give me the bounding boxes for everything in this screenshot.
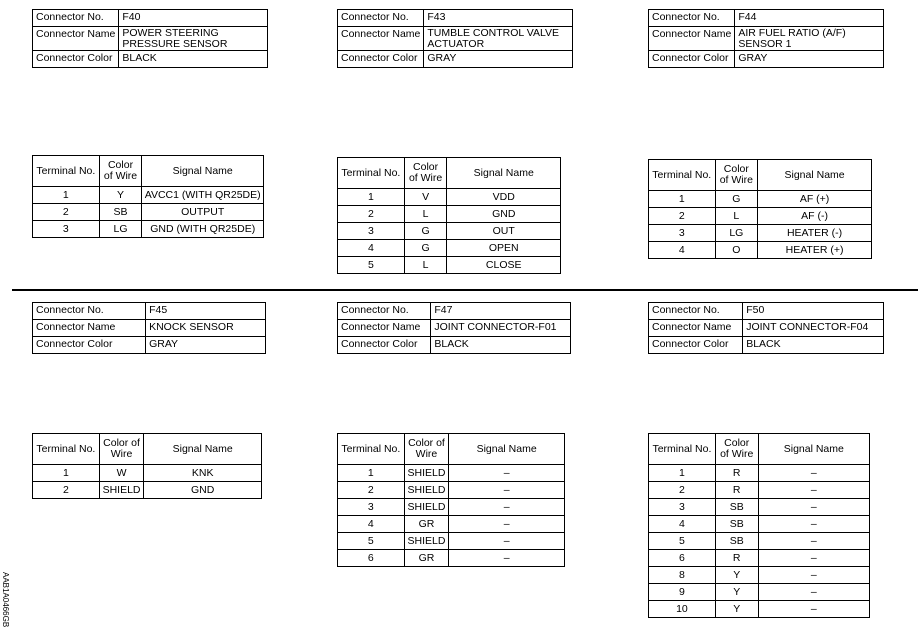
connector-no-label: Connector No. (649, 10, 735, 27)
wire-color: Y (99, 187, 142, 204)
terminal-no: 4 (649, 242, 716, 259)
signal-name: – (758, 533, 869, 550)
terminal-no: 1 (33, 465, 100, 482)
connector-color-label: Connector Color (649, 51, 735, 68)
terminal-row (649, 516, 870, 533)
wire-color: L (715, 208, 758, 225)
connector-name-label: Connector Name (33, 27, 119, 51)
signal-name-header: Signal Name (758, 434, 869, 465)
terminal-no: 3 (338, 499, 405, 516)
terminal-no: 6 (338, 550, 405, 567)
wire-color: G (404, 223, 447, 240)
signal-name: – (449, 482, 565, 499)
color-of-wire-header: Color of Wire (404, 434, 449, 465)
color-of-wire-header: Color of Wire (715, 160, 758, 191)
terminal-row (649, 482, 870, 499)
connector-no-label: Connector No. (33, 303, 146, 320)
terminal-row (338, 499, 565, 516)
terminal-row (338, 482, 565, 499)
terminal-row (649, 242, 872, 259)
connector-color-value: BLACK (743, 337, 884, 354)
wire-color: SB (715, 533, 758, 550)
terminal-row (338, 223, 561, 240)
wire-color: SHIELD (404, 465, 449, 482)
terminal-no: 3 (33, 221, 100, 238)
wire-color: R (715, 482, 758, 499)
terminal-row (33, 187, 264, 204)
signal-name-header: Signal Name (144, 434, 262, 465)
wire-color: LG (99, 221, 142, 238)
terminal-no: 5 (338, 257, 405, 274)
color-of-wire-header: Color of Wire (404, 158, 447, 189)
signal-name-header: Signal Name (142, 156, 264, 187)
wire-color: V (404, 189, 447, 206)
signal-name: – (758, 584, 869, 601)
connector-no-label: Connector No. (338, 10, 424, 27)
terminal-row (338, 206, 561, 223)
terminal-no: 2 (33, 204, 100, 221)
connector-name-value: TUMBLE CONTROL VALVE ACTUATOR (424, 27, 573, 51)
signal-name: – (449, 550, 565, 567)
terminal-row (338, 257, 561, 274)
harness-side-icon (649, 369, 683, 403)
harness-side-icon (649, 86, 683, 120)
signal-name: OPEN (447, 240, 561, 257)
connector-color-value: BLACK (431, 337, 571, 354)
harness-side-icon (338, 86, 372, 120)
terminal-row (649, 567, 870, 584)
connector-color-label: Connector Color (649, 337, 743, 354)
wire-color: R (715, 550, 758, 567)
connector-info-table (32, 302, 266, 354)
signal-name: GND (144, 482, 262, 499)
connector-name-label: Connector Name (649, 320, 743, 337)
signal-name: CLOSE (447, 257, 561, 274)
signal-name: AF (-) (758, 208, 872, 225)
wire-color: SB (715, 499, 758, 516)
terminal-table-header (338, 434, 565, 465)
terminal-no: 9 (649, 584, 716, 601)
connector-name-value: JOINT CONNECTOR-F04 (743, 320, 884, 337)
connector-name-value: AIR FUEL RATIO (A/F) SENSOR 1 (735, 27, 884, 51)
terminal-table-header (33, 156, 264, 187)
terminal-no: 2 (33, 482, 100, 499)
signal-name: KNK (144, 465, 262, 482)
terminal-table (337, 157, 561, 274)
terminal-no: 1 (338, 189, 405, 206)
signal-name: OUTPUT (142, 204, 264, 221)
terminal-row (338, 240, 561, 257)
connector-color-value: GRAY (424, 51, 573, 68)
terminal-row (338, 550, 565, 567)
signal-name: AVCC1 (WITH QR25DE) (142, 187, 264, 204)
signal-name: – (758, 567, 869, 584)
wire-color: SHIELD (404, 499, 449, 516)
connector-info-table (648, 9, 884, 68)
terminal-table-header (649, 160, 872, 191)
connector-no-value: F44 (735, 10, 884, 27)
signal-name-header: Signal Name (758, 160, 872, 191)
harness-side-icon (33, 86, 67, 120)
terminal-no-header: Terminal No. (649, 160, 716, 191)
color-of-wire-header: Color of Wire (99, 434, 144, 465)
connector-info-table (337, 9, 573, 68)
signal-name: – (758, 499, 869, 516)
terminal-row (338, 516, 565, 533)
connector-no-label: Connector No. (33, 10, 119, 27)
connector-color-value: GRAY (735, 51, 884, 68)
color-of-wire-header: Color of Wire (715, 434, 758, 465)
harness-side-icon (33, 369, 67, 403)
terminal-no: 6 (649, 550, 716, 567)
wire-color: L (404, 206, 447, 223)
terminal-table (337, 433, 565, 567)
wire-color: SB (715, 516, 758, 533)
terminal-row (33, 482, 262, 499)
terminal-table (32, 155, 264, 238)
terminal-table-header (338, 158, 561, 189)
terminal-no: 1 (649, 465, 716, 482)
terminal-row (338, 189, 561, 206)
terminal-no: 8 (649, 567, 716, 584)
signal-name: OUT (447, 223, 561, 240)
terminal-table (648, 433, 870, 618)
signal-name: HEATER (-) (758, 225, 872, 242)
terminal-no: 2 (338, 206, 405, 223)
terminal-row (33, 221, 264, 238)
terminal-table-header (649, 434, 870, 465)
harness-side-icon (338, 369, 372, 403)
terminal-row (649, 533, 870, 550)
wire-color: R (715, 465, 758, 482)
signal-name: – (449, 499, 565, 516)
terminal-no: 2 (338, 482, 405, 499)
signal-name: – (758, 601, 869, 618)
connector-color-value: BLACK (119, 51, 268, 68)
wire-color: G (404, 240, 447, 257)
terminal-row (649, 584, 870, 601)
terminal-no-header: Terminal No. (338, 434, 405, 465)
terminal-no: 4 (338, 240, 405, 257)
terminal-row (338, 533, 565, 550)
connector-info-table (337, 302, 571, 354)
signal-name: – (758, 516, 869, 533)
wire-color: SHIELD (404, 482, 449, 499)
terminal-row (649, 601, 870, 618)
terminal-row (649, 191, 872, 208)
terminal-row (33, 204, 264, 221)
terminal-no: 10 (649, 601, 716, 618)
terminal-no: 3 (338, 223, 405, 240)
wire-color: SHIELD (404, 533, 449, 550)
signal-name: – (758, 550, 869, 567)
signal-name: HEATER (+) (758, 242, 872, 259)
signal-name: GND (447, 206, 561, 223)
terminal-no-header: Terminal No. (33, 156, 100, 187)
signal-name: GND (WITH QR25DE) (142, 221, 264, 238)
terminal-no: 2 (649, 208, 716, 225)
terminal-no: 1 (33, 187, 100, 204)
connector-name-label: Connector Name (33, 320, 146, 337)
connector-color-label: Connector Color (338, 337, 431, 354)
signal-name: – (758, 465, 869, 482)
terminal-row (649, 465, 870, 482)
signal-name: AF (+) (758, 191, 872, 208)
signal-name-header: Signal Name (449, 434, 565, 465)
terminal-row (338, 465, 565, 482)
wire-color: LG (715, 225, 758, 242)
terminal-table (32, 433, 262, 499)
terminal-no: 3 (649, 225, 716, 242)
terminal-no: 1 (649, 191, 716, 208)
wire-color: L (404, 257, 447, 274)
terminal-no-header: Terminal No. (338, 158, 405, 189)
terminal-no: 5 (649, 533, 716, 550)
terminal-no: 2 (649, 482, 716, 499)
terminal-row (649, 499, 870, 516)
signal-name: VDD (447, 189, 561, 206)
color-of-wire-header: Color of Wire (99, 156, 142, 187)
connector-color-label: Connector Color (33, 337, 146, 354)
connector-color-label: Connector Color (33, 51, 119, 68)
section-divider (12, 289, 918, 291)
connector-name-value: POWER STEERING PRESSURE SENSOR (119, 27, 268, 51)
connector-no-value: F47 (431, 303, 571, 320)
connector-no-value: F40 (119, 10, 268, 27)
connector-no-label: Connector No. (649, 303, 743, 320)
wire-color: G (715, 191, 758, 208)
terminal-no: 4 (649, 516, 716, 533)
terminal-no-header: Terminal No. (649, 434, 716, 465)
connector-name-label: Connector Name (338, 27, 424, 51)
terminal-row (649, 550, 870, 567)
terminal-row (33, 465, 262, 482)
connector-name-label: Connector Name (649, 27, 735, 51)
connector-info-table (648, 302, 884, 354)
wire-color: O (715, 242, 758, 259)
wire-color: Y (715, 584, 758, 601)
connector-color-label: Connector Color (338, 51, 424, 68)
connector-no-label: Connector No. (338, 303, 431, 320)
terminal-no-header: Terminal No. (33, 434, 100, 465)
terminal-no: 5 (338, 533, 405, 550)
connector-color-value: GRAY (146, 337, 266, 354)
signal-name: – (449, 465, 565, 482)
connector-no-value: F43 (424, 10, 573, 27)
wire-color: W (99, 465, 144, 482)
terminal-no: 1 (338, 465, 405, 482)
figure-code: AAB1A0466GB (1, 572, 10, 628)
connector-info-table (32, 9, 268, 68)
connector-name-value: KNOCK SENSOR (146, 320, 266, 337)
wire-color: Y (715, 567, 758, 584)
signal-name: – (449, 516, 565, 533)
wire-color: SB (99, 204, 142, 221)
wire-color: GR (404, 516, 449, 533)
terminal-no: 4 (338, 516, 405, 533)
terminal-no: 3 (649, 499, 716, 516)
wire-color: GR (404, 550, 449, 567)
connector-no-value: F50 (743, 303, 884, 320)
wire-color: Y (715, 601, 758, 618)
terminal-row (649, 208, 872, 225)
signal-name: – (449, 533, 565, 550)
terminal-table-header (33, 434, 262, 465)
terminal-table (648, 159, 872, 259)
connector-name-label: Connector Name (338, 320, 431, 337)
signal-name: – (758, 482, 869, 499)
signal-name-header: Signal Name (447, 158, 561, 189)
connector-name-value: JOINT CONNECTOR-F01 (431, 320, 571, 337)
terminal-row (649, 225, 872, 242)
connector-no-value: F45 (146, 303, 266, 320)
wire-color: SHIELD (99, 482, 144, 499)
